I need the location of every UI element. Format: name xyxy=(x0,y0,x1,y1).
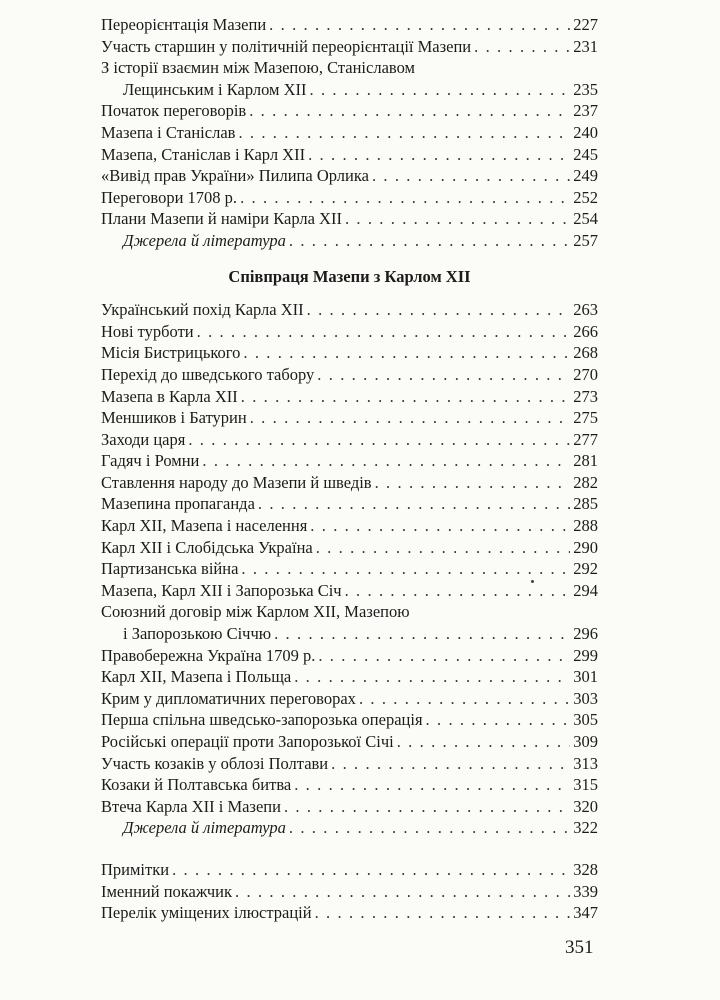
dot-leader xyxy=(289,817,570,839)
dot-leader xyxy=(289,230,570,252)
dot-leader xyxy=(316,537,571,559)
dot-leader xyxy=(269,14,570,36)
toc-section-2 xyxy=(101,299,598,839)
toc-entry: Карл XII, Мазепа і населення . . . 288 xyxy=(101,515,598,537)
dot-leader xyxy=(284,796,570,818)
dot-leader xyxy=(345,208,570,230)
dot-leader xyxy=(375,472,571,494)
toc-section-3 xyxy=(101,859,598,924)
page-number: 268 xyxy=(573,343,598,363)
dot-leader xyxy=(274,623,570,645)
dot-leader xyxy=(188,429,570,451)
dot-leader xyxy=(317,364,570,386)
page-number: 235 xyxy=(573,79,598,99)
toc-entry: Початок переговорів . . . 237 xyxy=(101,100,598,122)
dot-leader xyxy=(240,187,570,209)
dot-leader xyxy=(172,859,570,881)
toc-entry: Нові турботи . . . 266 xyxy=(101,321,598,343)
page-number: 288 xyxy=(573,516,598,536)
page-number: 299 xyxy=(573,645,598,665)
page-number: 347 xyxy=(573,903,598,923)
toc-entry: Місія Бистрицького . . . 268 xyxy=(101,342,598,364)
toc-entry-line1: Союзний договір між Карлом XII, Мазепою xyxy=(101,602,410,622)
dot-leader xyxy=(307,299,571,321)
toc-entry: Мазепа, Станіслав і Карл XII . . . 245 xyxy=(101,144,598,166)
toc-entry: Меншиков і Батурин . . . 275 xyxy=(101,407,598,429)
dot-leader xyxy=(397,731,571,753)
toc-entry: Російські операції проти Запорозької Січі . . . 309 xyxy=(101,731,598,753)
page-number: 301 xyxy=(573,667,598,687)
page-number: 266 xyxy=(573,321,598,341)
dot-leader xyxy=(238,122,570,144)
folio-page-number: 351 xyxy=(565,937,594,958)
page-number: 303 xyxy=(573,688,598,708)
toc-entry-line2: і Запорозькою Січчю . . . 296 xyxy=(101,623,598,645)
toc-entry: Втеча Карла XII і Мазепи . . . 320 xyxy=(101,796,598,818)
page-number: 315 xyxy=(573,775,598,795)
page-number: 240 xyxy=(573,122,598,142)
toc-entry: Партизанська війна . . . 292 xyxy=(101,558,598,580)
toc-section-1 xyxy=(101,14,598,252)
dot-leader xyxy=(310,515,570,537)
page-number: 320 xyxy=(573,796,598,816)
toc-entry-sources: Джерела й література . . . 257 xyxy=(101,230,598,252)
toc-entry: Правобережна Україна 1709 р. . . . 299 xyxy=(101,645,598,667)
dot-leader xyxy=(294,774,570,796)
toc-entry: Мазепа в Карла XII . . . 273 xyxy=(101,386,598,408)
page-number: 270 xyxy=(573,364,598,384)
dot-leader xyxy=(258,493,570,515)
dot-leader xyxy=(294,666,570,688)
page-number: 313 xyxy=(573,753,598,773)
page-number: 245 xyxy=(573,144,598,164)
dot-leader xyxy=(359,688,570,710)
dot-leader xyxy=(474,36,570,58)
toc-page xyxy=(101,14,598,924)
page-number: 277 xyxy=(573,429,598,449)
dot-leader xyxy=(345,580,571,602)
page-number: 252 xyxy=(573,187,598,207)
toc-entry: Плани Мазепи й наміри Карла XII . . . 254 xyxy=(101,208,598,230)
dot-leader xyxy=(241,386,570,408)
page-number: 273 xyxy=(573,386,598,406)
section-heading: Співпраця Мазепи з Карлом XII xyxy=(228,266,471,286)
dot-leader xyxy=(315,902,571,924)
toc-entry: Мазепина пропаганда . . . 285 xyxy=(101,493,598,515)
toc-entry-line2: Лещинським і Карлом XII . . . 235 xyxy=(101,79,598,101)
toc-entry: Ставлення народу до Мазепи й шведів . . . 282 xyxy=(101,472,598,494)
page-number: 339 xyxy=(573,881,598,901)
toc-entry: Участь старшин у політичній переорієнтації Мазепи . . . 231 xyxy=(101,36,598,58)
toc-entry: Мазепа і Станіслав . . . 240 xyxy=(101,122,598,144)
dot-leader xyxy=(235,881,570,903)
page-number: 294 xyxy=(573,580,598,600)
dot-leader xyxy=(310,79,571,101)
toc-entry: Крим у дипломатичних переговорах . . . 303 xyxy=(101,688,598,710)
dot-leader xyxy=(318,645,570,667)
dot-leader xyxy=(202,450,570,472)
page-number: 275 xyxy=(573,408,598,428)
page-number: 285 xyxy=(573,494,598,514)
dot-leader xyxy=(372,165,570,187)
page-number: 309 xyxy=(573,732,598,751)
toc-entry: Участь козаків у облозі Полтави . . . 313 xyxy=(101,753,598,775)
page-number: 249 xyxy=(573,166,598,186)
print-speck xyxy=(531,580,534,583)
toc-entry: Козаки й Полтавська битва . . . 315 xyxy=(101,774,598,796)
dot-leader xyxy=(331,753,570,775)
dot-leader xyxy=(249,100,570,122)
toc-entry: Перелік уміщених ілюстрацій . . . 347 xyxy=(101,902,598,924)
dot-leader xyxy=(426,709,571,731)
toc-entry: Іменний покажчик . . . 339 xyxy=(101,881,598,903)
toc-entry: Карл XII і Слобідська Україна . . . 290 xyxy=(101,537,598,559)
dot-leader xyxy=(243,342,570,364)
spacer xyxy=(101,839,598,859)
page-number: 281 xyxy=(573,451,598,471)
toc-entry: Перша спільна шведсько-запорозька операція . . . 305 xyxy=(101,709,598,731)
page-number: 305 xyxy=(573,710,598,730)
toc-entry: Переговори 1708 р. . . . 252 xyxy=(101,187,598,209)
toc-entry: Примітки . . . 328 xyxy=(101,859,598,881)
dot-leader xyxy=(197,321,571,343)
page-number: 296 xyxy=(573,624,598,644)
toc-entry: Мазепа, Карл XII і Запорозька Січ . . . 294 xyxy=(101,580,598,602)
page-number: 231 xyxy=(573,36,598,56)
page-number: 237 xyxy=(573,101,598,121)
toc-entry: «Вивід прав України» Пилипа Орлика . . . 249 xyxy=(101,165,598,187)
toc-entry-line1: З історії взаємин між Мазепою, Станіславом xyxy=(101,58,415,78)
page-number: 263 xyxy=(573,300,598,320)
toc-entry: Перехід до шведського табору . . . 270 xyxy=(101,364,598,386)
toc-entry: Заходи царя . . . 277 xyxy=(101,429,598,451)
dot-leader xyxy=(308,144,570,166)
page-number: 227 xyxy=(573,15,598,34)
page-number: 282 xyxy=(573,472,598,492)
toc-entry-sources: Джерела й література . . . 322 xyxy=(101,817,598,839)
toc-entry: Гадяч і Ромни . . . 281 xyxy=(101,450,598,472)
page-number: 322 xyxy=(573,818,598,838)
page-number: 254 xyxy=(573,209,598,229)
dot-leader xyxy=(241,558,570,580)
toc-entry: Переорієнтація Мазепи . . . 227 xyxy=(101,14,598,36)
toc-entry: Український похід Карла XII . . . 263 xyxy=(101,299,598,321)
page-number: 290 xyxy=(573,537,598,557)
page-number: 257 xyxy=(573,230,598,250)
dot-leader xyxy=(250,407,571,429)
toc-entry: Карл XII, Мазепа і Польща . . . 301 xyxy=(101,666,598,688)
page-number: 292 xyxy=(573,559,598,579)
page-number: 328 xyxy=(573,859,598,879)
